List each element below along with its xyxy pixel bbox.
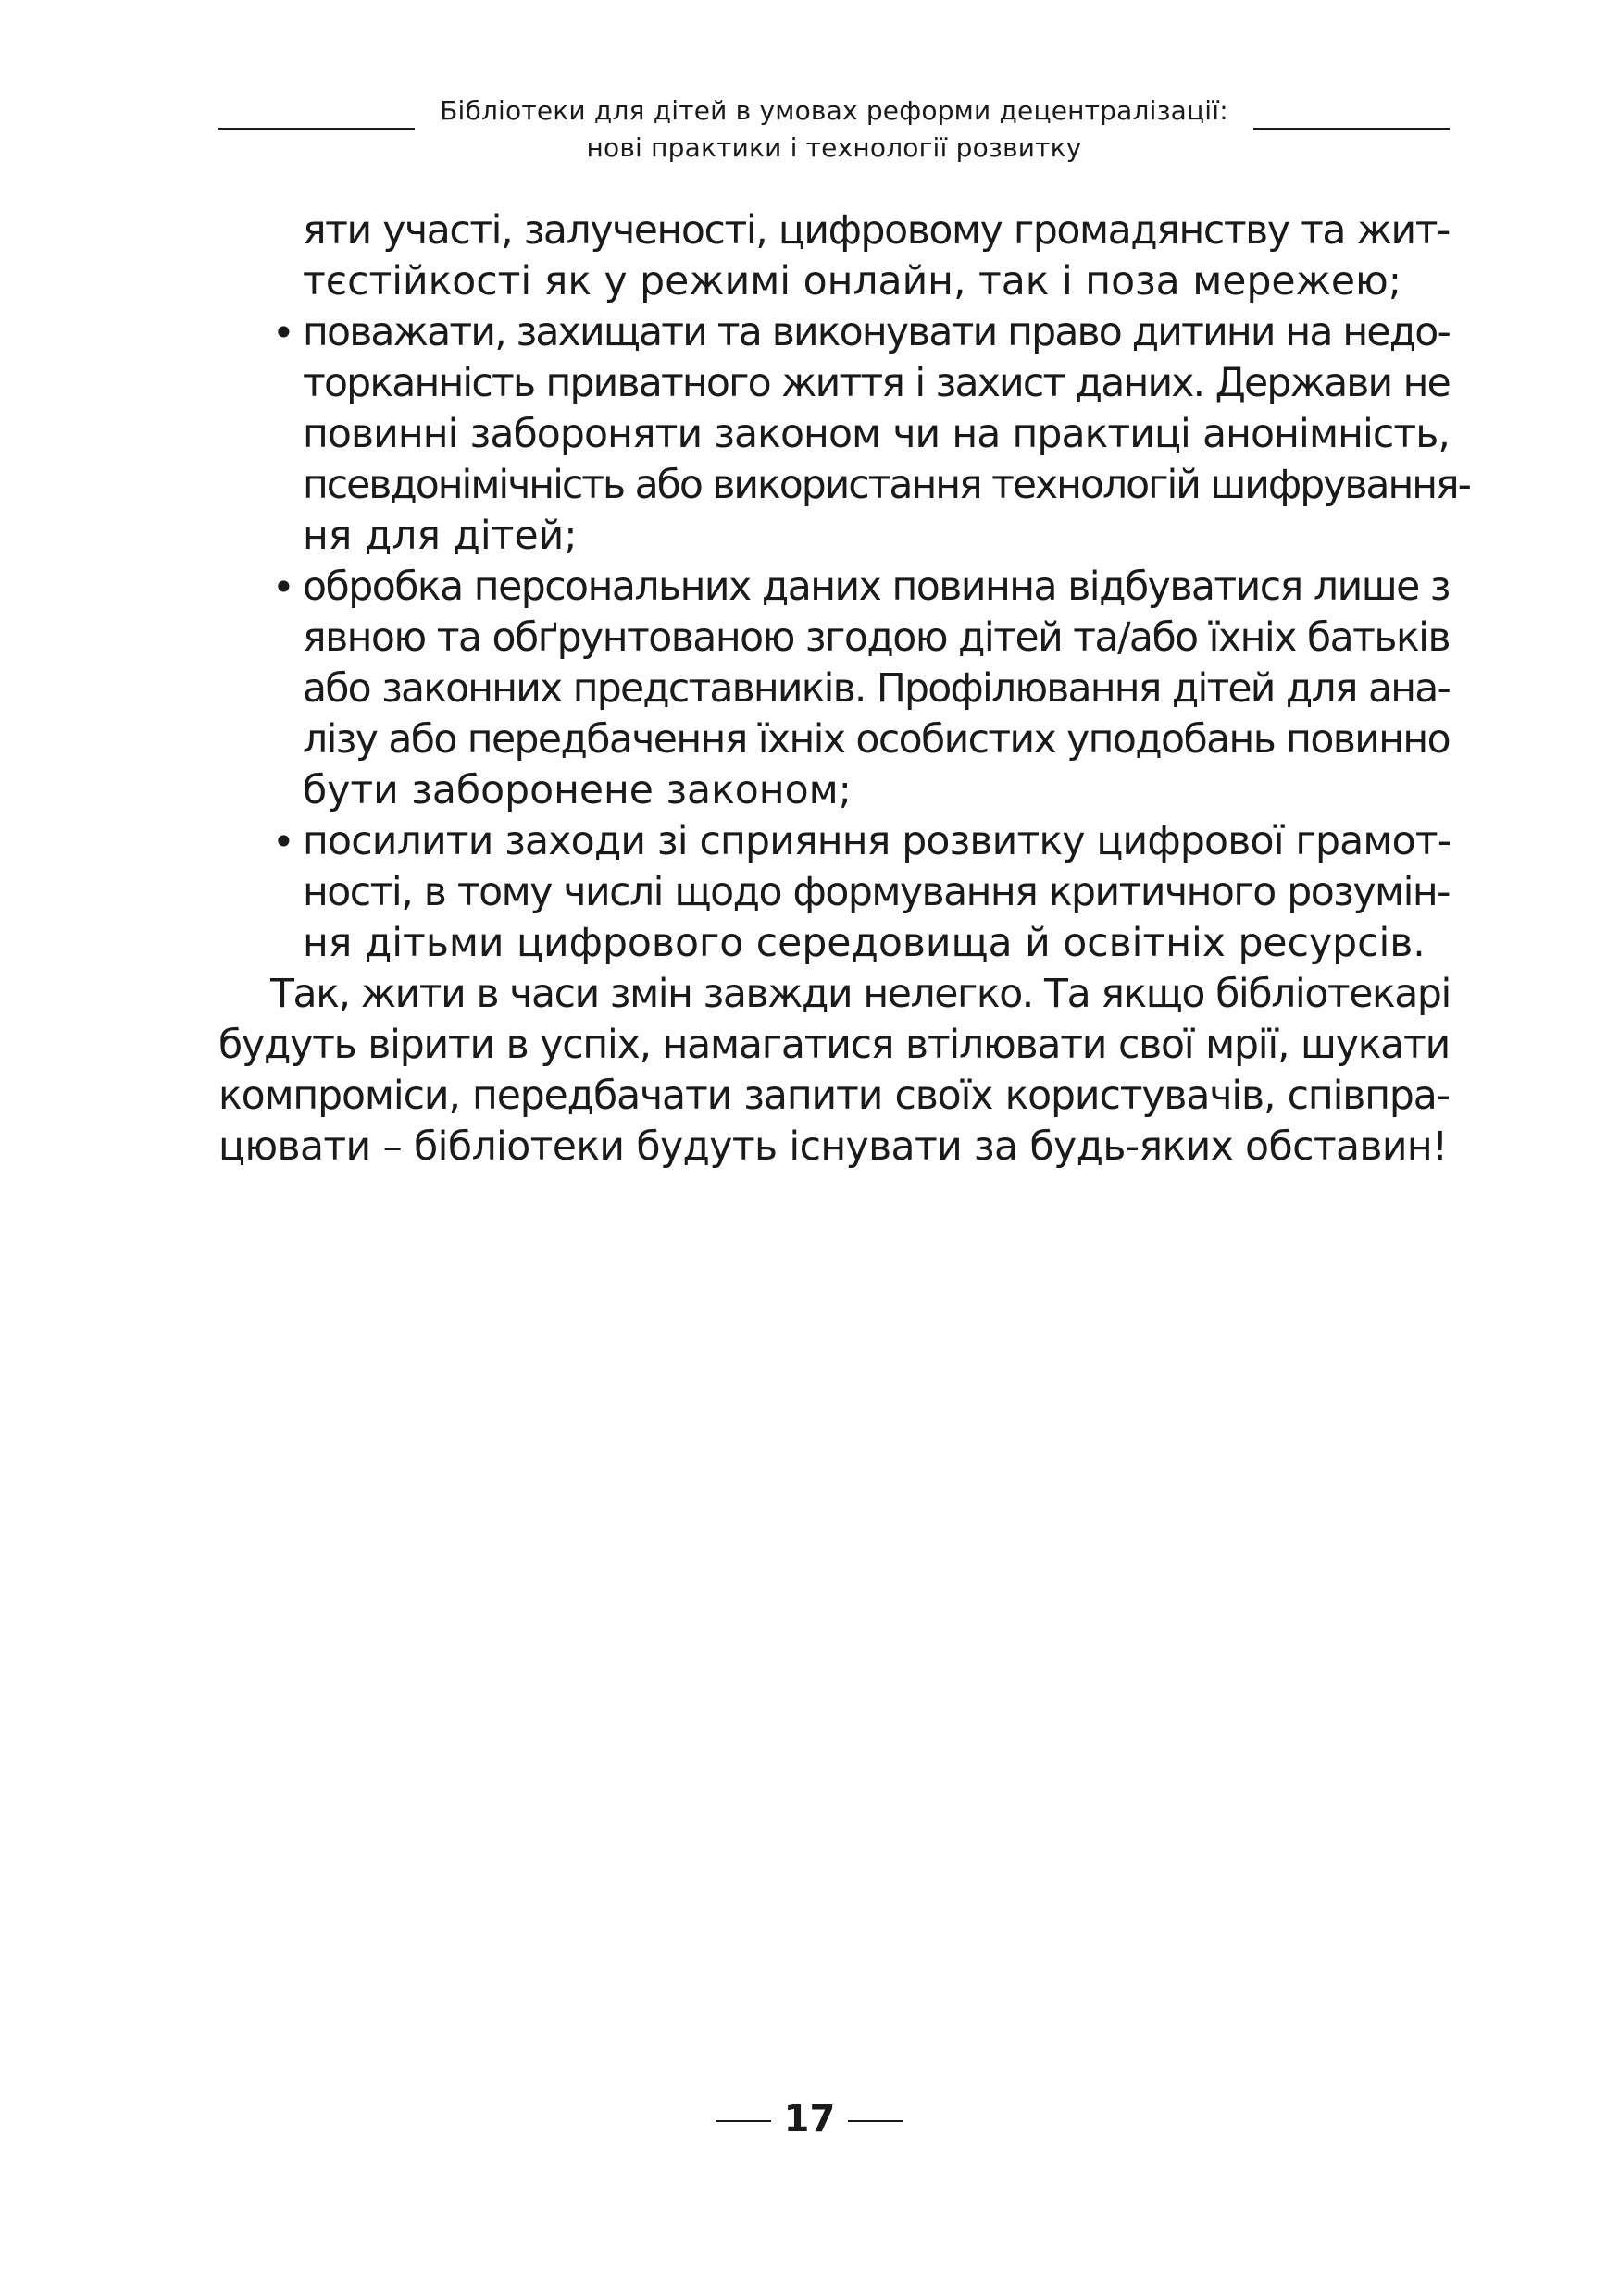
text-line: лізу або передбачення їхніх особистих уподобань повинно bbox=[303, 717, 1450, 763]
header-rule-left bbox=[218, 128, 415, 130]
page-number-value: 17 bbox=[783, 2098, 836, 2141]
list-item bbox=[218, 816, 1450, 867]
text-line: яти участі, залученості, цифровому громадянству та жит- bbox=[303, 208, 1450, 254]
text-line: або законних представників. Профілювання дітей для ана- bbox=[303, 666, 1450, 712]
text-line: бути заборонене законом; bbox=[303, 768, 852, 813]
page-number bbox=[0, 2097, 1619, 2141]
text-line: компроміси, передбачати запити своїх користувачів, співпра- bbox=[218, 1074, 1450, 1119]
bullet-icon: • bbox=[272, 819, 294, 864]
text-line: тєстійкості як у режимі онлайн, так і поза мережею; bbox=[303, 259, 1402, 304]
list-item bbox=[218, 562, 1450, 613]
text-line: явною та обґрунтованою згодою дітей та/або їхніх батьків bbox=[303, 615, 1450, 661]
folio-dash-left bbox=[716, 2120, 771, 2122]
text-line: ня для дітей; bbox=[303, 514, 578, 559]
text-line: повинні забороняти законом чи на практиці анонімність, bbox=[303, 412, 1450, 457]
text-line: торканність приватного життя і захист даних. Держави не bbox=[303, 361, 1450, 406]
text-line: цювати – бібліотеки будуть існувати за будь-яких обставин! bbox=[218, 1124, 1448, 1170]
running-header-line-1: Бібліотеки для дітей в умовах реформи децентралізації: bbox=[440, 95, 1228, 126]
text-line: посилити заходи зі сприяння розвитку цифрової грамот- bbox=[303, 819, 1451, 864]
list-item bbox=[218, 307, 1450, 358]
text-line: псевдонімічність або використання технологій шифрування- bbox=[303, 463, 1470, 508]
bullet-icon: • bbox=[272, 565, 294, 610]
folio-dash-right bbox=[848, 2120, 903, 2122]
text-line: ня дітьми цифрового середовища й освітніх ресурсів. bbox=[303, 921, 1426, 966]
header-rule-right bbox=[1253, 128, 1450, 130]
running-header-line-2: нові практики і технології розвитку bbox=[586, 132, 1082, 163]
running-header bbox=[218, 93, 1450, 167]
running-header-row bbox=[218, 93, 1450, 130]
text-line: обробка персональних даних повинна відбуватися лише з bbox=[303, 565, 1450, 610]
page-body bbox=[218, 205, 1470, 1173]
text-line: поважати, захищати та виконувати право дитини на недо- bbox=[303, 310, 1451, 355]
paragraph-first-line: Так, жити в часи змін завжди нелегко. Та якщо бібліотекарі bbox=[270, 972, 1451, 1017]
bullet-icon: • bbox=[272, 310, 293, 355]
text-line: будуть вірити в успіх, намагатися втілювати свої мрії, шукати bbox=[218, 1023, 1450, 1068]
text-line: ності, в тому числі щодо формування критичного розумін- bbox=[303, 870, 1450, 915]
